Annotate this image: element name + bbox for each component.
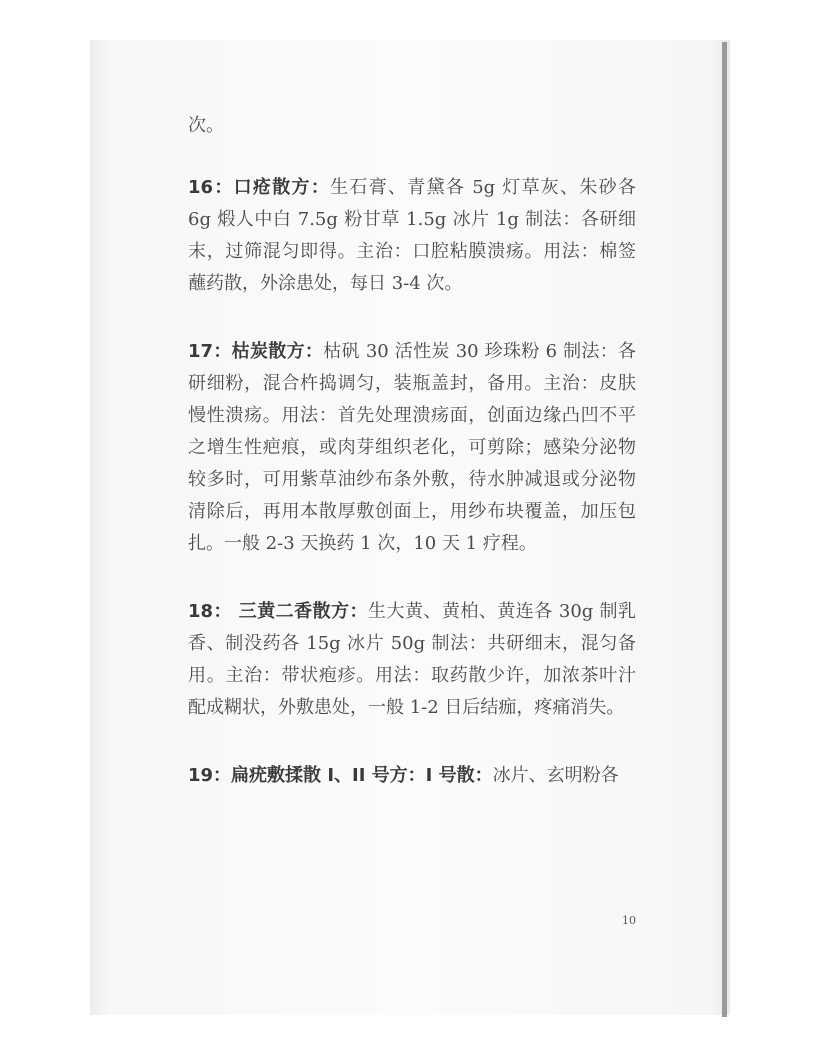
recipe-text-16: 生石膏、青黛各 5g 灯草灰、朱砂各 6g 煅人中白 7.5g 粉甘草 1.5g 冰片 1g 制法：各研细末，过筛混匀即得。主治：口腔粘膜溃疡。用法：棉签蘸药散，外涂患处，每日 3-4 次。: [188, 177, 636, 294]
recipe-entry-16: [188, 172, 636, 300]
recipe-title-17: 17：枯炭散方：: [188, 341, 324, 362]
recipe-entry-17: [188, 336, 636, 560]
recipe-title-19: 19：扁疣敷揉散 I、II 号方：I 号散：: [188, 765, 493, 786]
recipe-entry-19: [188, 760, 636, 792]
recipe-title-18: 18： 三黄二香散方：: [188, 601, 369, 622]
recipe-text-17: 枯矾 30 活性炭 30 珍珠粉 6 制法：各研细粉，混合杵捣调匀，装瓶盖封，备用。主治：皮肤慢性溃疡。用法：首先处理溃疡面，创面边缘凸凹不平之增生性疤痕，或肉芽组织老化，可剪除；感染分泌物较多时，可用紫草油纱布条外敷，待水肿减退或分泌物清除后，再用本散厚敷创面上，用纱布块覆盖，加压包扎。一般 2-3 天换药 1 次，10 天 1 疗程。: [188, 341, 636, 554]
recipe-text-19: 冰片、玄明粉各: [492, 765, 619, 786]
page-number: 10: [622, 914, 636, 927]
page-edge-shadow: [722, 42, 727, 1017]
recipe-text-18: 生大黄、黄柏、黄连各 30g 制乳香、制没药各 15g 冰片 50g 制法：共研细末，混匀备用。主治：带状疱疹。用法：取药散少许，加浓茶叶汁配成糊状，外敷患处，一般 1-2 日后结痂，疼痛消失。: [188, 601, 636, 718]
continuation-text: 次。: [188, 115, 224, 136]
document-page-body: [188, 110, 636, 792]
recipe-entry-18: [188, 596, 636, 724]
recipe-title-16: 16：口疮散方：: [188, 177, 331, 198]
